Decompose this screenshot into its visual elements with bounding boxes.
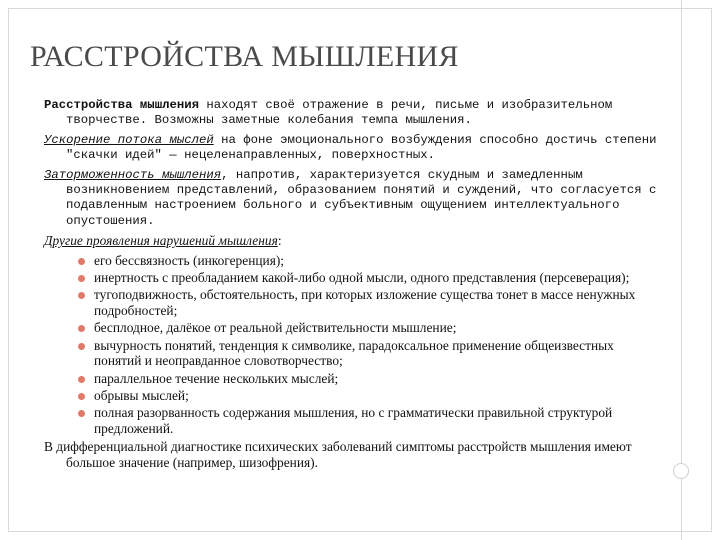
- list-item: обрывы мыслей;: [44, 388, 664, 403]
- paragraph-intro: [44, 98, 664, 129]
- list-item: инертность с преобладанием какой-либо одной мысли, одного представления (персеверация);: [44, 270, 664, 285]
- list-item: параллельное течение нескольких мыслей;: [44, 371, 664, 386]
- paragraph-acceleration-text: на фоне эмоционального возбуждения способно достичь степени "скачки идей" — нецеленаправленных, поверхностных.: [66, 132, 657, 163]
- term-acceleration: Ускорение потока мыслей: [44, 132, 214, 147]
- bullet-icon: [78, 343, 85, 350]
- list-item: полная разорванность содержания мышления, но с грамматически правильной структурой предложений.: [44, 405, 664, 436]
- paragraph-closing: В дифференциальной диагностике психических заболеваний симптомы расстройств мышления имеют большое значение (например, шизофрения).: [44, 439, 632, 470]
- decorative-vertical-line: [681, 0, 682, 540]
- paragraph-inhibition-text: , напротив, характеризуется скудным и замедленным возникновением представлений, образованием понятий и суждений, что согласуется с подавленным настроением больного и субъективным ощущением интеллектуального опустошения.: [66, 167, 657, 228]
- bullet-icon: [78, 292, 85, 299]
- list-item: вычурность понятий, тенденция к символике, парадоксальное применение общеизвестных понятий и неоправданное словотворчество;: [44, 338, 664, 369]
- paragraph-intro-text: находят своё отражение в речи, письме и изобразительном творчестве. Возможны заметные колебания темпа мышления.: [66, 98, 613, 128]
- slide-title: РАССТРОЙСТВА МЫШЛЕНИЯ: [30, 40, 459, 73]
- list-item: его бессвязность (инкогеренция);: [44, 253, 664, 268]
- term-inhibition: Заторможенность мышления: [44, 167, 222, 182]
- paragraph-other: [44, 233, 664, 248]
- bullet-icon: [78, 258, 85, 265]
- paragraph-acceleration: [44, 133, 664, 164]
- bullet-icon: [78, 376, 85, 383]
- decorative-circle: [673, 463, 689, 479]
- bullet-icon: [78, 393, 85, 400]
- list-item: бесплодное, далёкое от реальной действительности мышление;: [44, 320, 664, 335]
- bullet-icon: [78, 410, 85, 417]
- paragraph-other-text: :: [277, 233, 282, 249]
- list-item: тугоподвижность, обстоятельность, при которых изложение существа тонет в массе ненужных подробностей;: [44, 287, 664, 318]
- bullet-icon: [78, 325, 85, 332]
- term-thinking-disorders: Расстройства мышления: [44, 98, 199, 112]
- term-other-manifestations: Другие проявления нарушений мышления: [44, 233, 278, 249]
- slide-body: [44, 98, 664, 474]
- bullet-icon: [78, 275, 85, 282]
- symptom-list: [44, 253, 664, 436]
- paragraph-inhibition: [44, 168, 664, 230]
